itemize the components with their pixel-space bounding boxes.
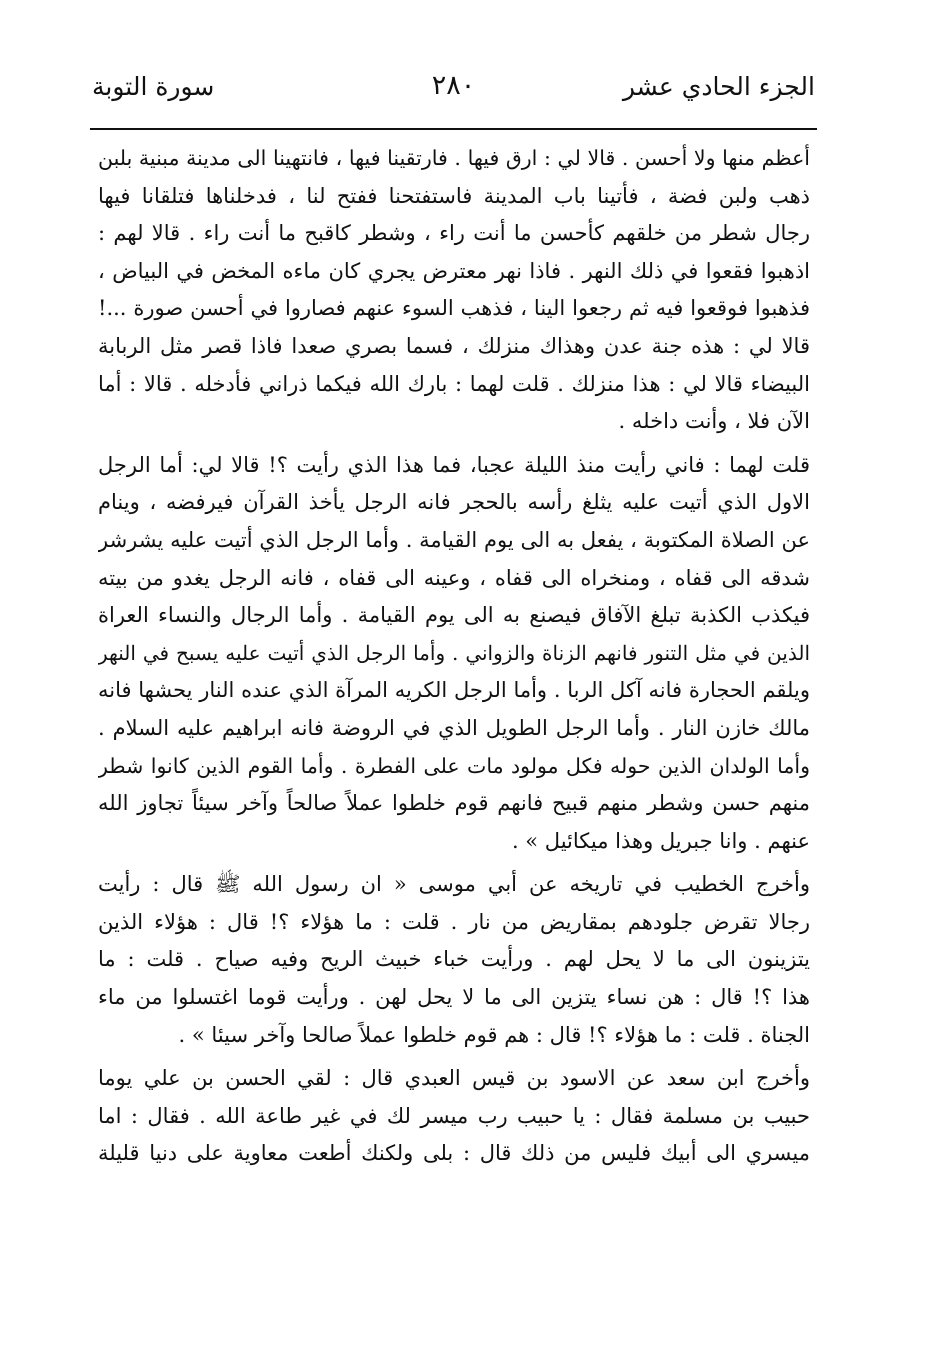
page-body <box>98 140 810 1179</box>
text-line: ذهب ولبن فضة ، فأتينا باب المدينة فاستفتحنا ففتح لنا ، فدخلناها فتلقانا فيها <box>98 183 810 208</box>
text-line: الآن فلا ، وأنت داخله . <box>618 409 810 434</box>
text-line: الاول الذي أتيت عليه يثلغ رأسه بالحجر فانه الرجل يأخذ القرآن فيرفضه ، وينام <box>98 490 810 515</box>
header-divider <box>90 128 817 130</box>
paragraph-3 <box>98 866 810 1054</box>
text-line: مالك خازن النار . وأما الرجل الطويل الذي في الروضة فانه ابراهيم عليه السلام . <box>98 715 810 740</box>
page-number: ٢٨٠ <box>431 70 476 101</box>
surah-title: سورة التوبة <box>92 72 215 101</box>
text-line: قالا لي : هذه جنة عدن وهذاك منزلك ، فسما بصري صعدا فاذا قصر مثل الربابة <box>98 333 810 358</box>
text-line: هذا ؟! قال : هن نساء يتزين الى ما لا يحل لهن . ورأيت قوما اغتسلوا من ماء <box>98 985 810 1010</box>
paragraph-4 <box>98 1060 810 1173</box>
text-line: رجالا تقرض جلودهم بمقاريض من نار . قلت : ما هؤلاء ؟! قال : هؤلاء الذين <box>98 909 810 934</box>
text-line: رجال شطر من خلقهم كأحسن ما أنت راء ، وشطر كاقبح ما أنت راء . قالا لهم : <box>98 221 810 246</box>
text-line: وأما الولدان الذين حوله فكل مولود مات على الفطرة . وأما القوم الذين كانوا شطر <box>98 753 810 778</box>
text-line: البيضاء قالا لي : هذا منزلك . قلت لهما : بارك الله فيكما ذراني فأدخله . قالا : أما <box>98 371 810 396</box>
text-line: قلت لهما : فاني رأيت منذ الليلة عجبا، فما هذا الذي رأيت ؟! قالا لي: أما الرجل <box>98 452 810 477</box>
text-line: وأخرج الخطيب في تاريخه عن أبي موسى « ان رسول الله ﷺ قال : رأيت <box>98 872 810 897</box>
text-line: عنهم . وانا جبريل وهذا ميكائيل » . <box>511 828 810 853</box>
text-line: أعظم منها ولا أحسن . قالا لي : ارق فيها . فارتقينا فيها ، فانتهينا الى مدينة مبنية بلبن <box>98 146 810 170</box>
text-line: الجناة . قلت : ما هؤلاء ؟! قال : هم قوم خلطوا عملاً صالحا وآخر سيئا » . <box>178 1022 810 1047</box>
text-line: فذهبوا فوقعوا فيه ثم رجعوا الينا ، فذهب السوء عنهم فصاروا في أحسن صورة ...! <box>98 296 810 321</box>
text-line: منهم حسن وشطر منهم قبيح فانهم قوم خلطوا عملاً صالحاً وآخر سيئاً تجاوز الله <box>98 791 810 816</box>
text-line: ويلقم الحجارة فانه آكل الربا . وأما الرجل الكريه المرآة الذي عنده النار يحشها فانه <box>98 678 810 703</box>
text-line: حبيب بن مسلمة فقال : يا حبيب رب ميسر لك في غير طاعة الله . فقال : اما <box>98 1103 810 1128</box>
text-line: ميسري الى أبيك فليس من ذلك قال : بلى ولكنك أطعت معاوية على دنيا قليلة <box>98 1141 810 1166</box>
text-line: وأخرج ابن سعد عن الاسود بن قيس العبدي قال : لقي الحسن بن علي يوما <box>98 1066 810 1091</box>
page-header <box>92 68 815 116</box>
paragraph-2 <box>98 447 810 861</box>
text-line: فيكذب الكذبة تبلغ الآفاق فيصنع به الى يوم القيامة . وأما الرجال والنساء العراة <box>98 603 810 628</box>
text-line: يتزينون الى ما لا يحل لهم . ورأيت خباء خبيث الريح وفيه صياح . قلت : ما <box>98 947 810 972</box>
volume-part-label: الجزء الحادي عشر <box>622 72 815 101</box>
paragraph-1 <box>98 140 810 441</box>
text-line: اذهبوا فقعوا في ذلك النهر . فاذا نهر معترض يجري كان ماءه المخض في البياض ، <box>98 258 810 283</box>
text-line: عن الصلاة المكتوبة ، يفعل به الى يوم القيامة . وأما الرجل الذي أتيت عليه يشرشر <box>98 527 810 552</box>
text-line: شدقه الى قفاه ، ومنخراه الى قفاه ، وعينه الى قفاه ، فانه الرجل يغدو من بيته <box>98 565 810 590</box>
text-line: الذين في مثل التنور فانهم الزناة والزواني . وأما الرجل الذي أتيت عليه يسبح في النهر <box>98 640 810 665</box>
